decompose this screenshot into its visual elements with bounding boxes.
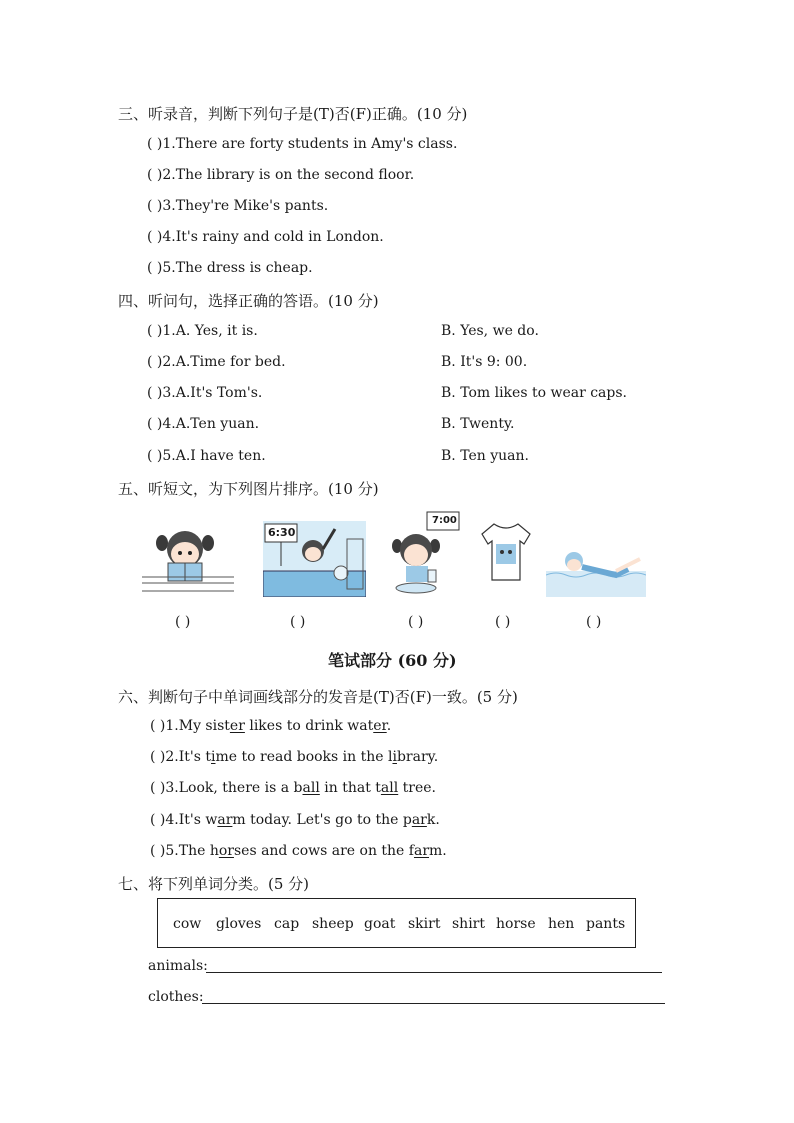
swimming-girl-picture (546, 545, 646, 597)
answer-blank[interactable]: ( ) (175, 614, 191, 630)
word-item: sheep (312, 916, 354, 932)
item-text: 3.They're Mike's pants. (162, 198, 329, 214)
underlined-letters: or (218, 843, 234, 859)
underlined-letters: er (373, 718, 387, 734)
girl-eating-picture (390, 510, 460, 598)
word-item: goat (364, 916, 396, 932)
answer-blank[interactable]: ( ) (150, 718, 166, 734)
answer-blank[interactable]: ( ) (150, 780, 166, 796)
item-text: brary. (396, 749, 439, 765)
section3-heading: 三、听录音，判断下列句子是(T)否(F)正确。(10 分) (118, 105, 468, 123)
item-text: tree. (398, 780, 437, 796)
option-b: B. Ten yuan. (441, 448, 529, 464)
item-text: 5.The dress is cheap. (162, 260, 313, 276)
list-item (147, 416, 259, 432)
word-item: pants (586, 916, 626, 932)
answer-blank[interactable]: ( ) (408, 614, 424, 630)
list-item (147, 198, 328, 214)
answer-blank[interactable]: ( ) (150, 843, 166, 859)
option-a: 5.A.I have ten. (162, 448, 266, 464)
item-text: 4.It's rainy and cold in London. (162, 229, 384, 245)
section7-heading: 七、将下列单词分类。(5 分) (118, 875, 310, 893)
list-item (150, 749, 438, 765)
option-a: 2.A.Time for bed. (162, 354, 286, 370)
list-item (147, 448, 266, 464)
option-b: B. Tom likes to wear caps. (441, 385, 627, 401)
underlined-letters: i (211, 749, 216, 765)
list-item (147, 167, 414, 183)
list-item (147, 354, 286, 370)
list-item (147, 136, 457, 152)
item-text: m. (429, 843, 447, 859)
clothes-answer-line[interactable] (202, 1003, 665, 1004)
answer-blank[interactable]: ( ) (147, 260, 163, 276)
item-text: 3.Look, there is a b (165, 780, 303, 796)
list-item (150, 812, 440, 828)
item-text: 4.It's w (165, 812, 218, 828)
item-text: 2.It's t (165, 749, 211, 765)
item-text: 2.The library is on the second floor. (162, 167, 415, 183)
item-text: . (386, 718, 392, 734)
written-section-title: 笔试部分 (60 分) (328, 651, 457, 670)
answer-blank[interactable]: ( ) (586, 614, 602, 630)
word-item: hen (548, 916, 575, 932)
underlined-letters: i (392, 749, 397, 765)
list-item (150, 843, 447, 859)
animals-label: animals: (148, 958, 208, 974)
answer-blank[interactable]: ( ) (147, 229, 163, 245)
answer-blank[interactable]: ( ) (290, 614, 306, 630)
item-text: k. (426, 812, 440, 828)
section6-heading: 六、判断句子中单词画线部分的发音是(T)否(F)一致。(5 分) (118, 688, 518, 706)
answer-blank[interactable]: ( ) (147, 385, 163, 401)
item-text: in that t (319, 780, 381, 796)
word-bank-box (157, 898, 636, 948)
underlined-letters: er (229, 718, 245, 734)
tshirt-picture (480, 520, 532, 584)
answer-blank[interactable]: ( ) (147, 198, 163, 214)
girl-reading-picture (142, 525, 234, 597)
option-b: B. It's 9: 00. (441, 354, 528, 370)
answer-blank[interactable]: ( ) (147, 448, 163, 464)
answer-blank[interactable]: ( ) (147, 167, 163, 183)
word-item: horse (496, 916, 536, 932)
answer-blank[interactable]: ( ) (150, 812, 166, 828)
answer-blank[interactable]: ( ) (147, 416, 163, 432)
list-item (147, 385, 262, 401)
item-text: likes to drink wat (244, 718, 374, 734)
word-item: cow (173, 916, 202, 932)
option-a: 3.A.It's Tom's. (162, 385, 263, 401)
option-b: B. Twenty. (441, 416, 515, 432)
option-a: 1.A. Yes, it is. (162, 323, 258, 339)
answer-blank[interactable]: ( ) (147, 354, 163, 370)
list-item (150, 718, 391, 734)
girl-waking-picture (263, 521, 366, 597)
underlined-letters: ar (413, 843, 430, 859)
item-text: m today. Let's go to the p (232, 812, 412, 828)
item-text: ses and cows are on the f (233, 843, 414, 859)
answer-blank[interactable]: ( ) (147, 136, 163, 152)
item-text: 5.The h (165, 843, 219, 859)
list-item (147, 323, 258, 339)
item-text: me to read books in the l (215, 749, 393, 765)
underlined-letters: all (380, 780, 399, 796)
clock-time: 6:30 (268, 526, 296, 539)
word-item: shirt (452, 916, 485, 932)
underlined-letters: all (302, 780, 320, 796)
answer-blank[interactable]: ( ) (150, 749, 166, 765)
clothes-label: clothes: (148, 989, 204, 1005)
section5-heading: 五、听短文，为下列图片排序。(10 分) (118, 480, 379, 498)
item-text: 1.There are forty students in Amy's class. (162, 136, 458, 152)
answer-blank[interactable]: ( ) (495, 614, 511, 630)
word-item: gloves (216, 916, 262, 932)
section4-heading: 四、听问句，选择正确的答语。(10 分) (118, 292, 379, 310)
list-item (150, 780, 436, 796)
option-b: B. Yes, we do. (441, 323, 539, 339)
underlined-letters: ar (411, 812, 427, 828)
item-text: 1.My sist (165, 718, 230, 734)
list-item (147, 260, 313, 276)
answer-blank[interactable]: ( ) (147, 323, 163, 339)
list-item (147, 229, 384, 245)
clock-time: 7:00 (432, 515, 457, 526)
word-item: cap (274, 916, 300, 932)
animals-answer-line[interactable] (206, 972, 662, 973)
underlined-letters: ar (217, 812, 233, 828)
word-item: skirt (408, 916, 441, 932)
option-a: 4.A.Ten yuan. (162, 416, 260, 432)
